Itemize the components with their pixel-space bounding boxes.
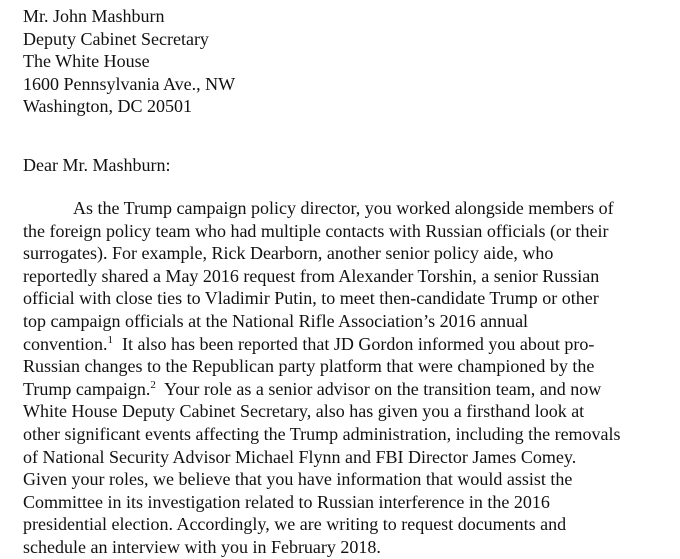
recipient-name: Mr. John Mashburn [23, 6, 165, 26]
body-line: Given your roles, we believe that you have information that would assist the [23, 469, 573, 490]
body-line: the foreign policy team who had multiple contacts with Russian officials (or their [23, 220, 609, 241]
recipient-title: Deputy Cabinet Secretary [23, 28, 209, 49]
body-text-segment: Trump campaign. [23, 378, 151, 399]
letter-body-paragraph [23, 197, 663, 559]
body-line: other significant events affecting the Trump administration, including the removals [23, 423, 621, 444]
body-line: official with close ties to Vladimir Putin, to meet then-candidate Trump or other [23, 288, 599, 309]
body-line: surrogates). For example, Rick Dearborn, another senior policy aide, who [23, 243, 554, 264]
body-line: White House Deputy Cabinet Secretary, also has given you a firsthand look at [23, 401, 585, 422]
footnote-marker-1: 1 [107, 333, 113, 346]
body-text-segment: Your role as a senior advisor on the transition team, and now [155, 378, 602, 399]
body-line: As the Trump campaign policy director, you worked alongside members of [73, 198, 614, 218]
salutation: Dear Mr. Mashburn: [23, 155, 171, 175]
body-line: Russian changes to the Republican party platform that were championed by the [23, 356, 595, 377]
recipient-organization: The White House [23, 51, 150, 72]
recipient-city-state-zip: Washington, DC 20501 [23, 96, 193, 117]
recipient-address-block [23, 5, 235, 118]
body-line: Committee in its investigation related to Russian interference in the 2016 [23, 491, 550, 512]
body-text-segment: convention. [23, 333, 108, 354]
body-line [23, 378, 663, 401]
body-line: presidential election. Accordingly, we are writing to request documents and [23, 514, 567, 535]
footnote-marker-2: 2 [150, 378, 156, 391]
body-line: reportedly shared a May 2016 request from Alexander Torshin, a senior Russian [23, 265, 600, 286]
body-line: schedule an interview with you in February 2018. [23, 536, 381, 557]
body-line [23, 333, 663, 356]
recipient-street: 1600 Pennsylvania Ave., NW [23, 73, 236, 94]
body-line: of National Security Advisor Michael Flynn and FBI Director James Comey. [23, 446, 577, 467]
body-line: top campaign officials at the National Rifle Association’s 2016 annual [23, 310, 529, 331]
body-text-segment: It also has been reported that JD Gordon informed you about pro- [112, 333, 595, 354]
